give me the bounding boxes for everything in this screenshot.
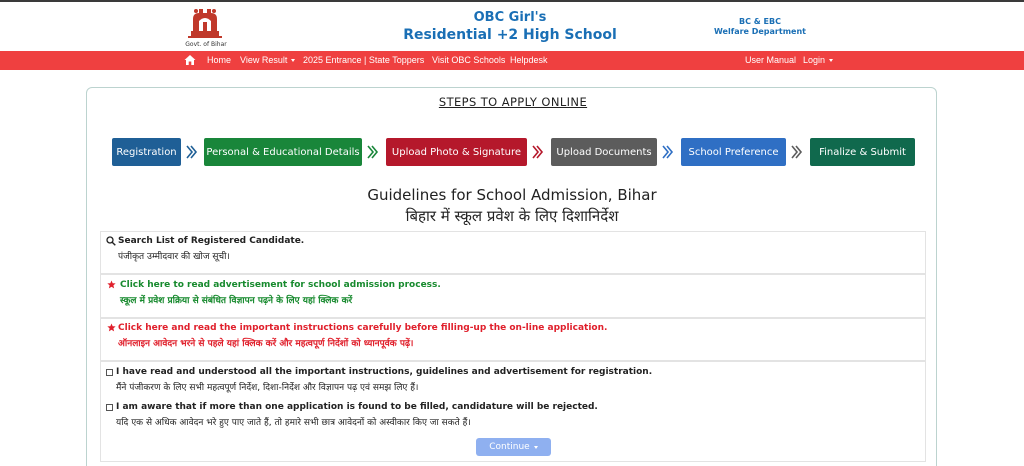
nav-view-result[interactable] (240, 55, 295, 65)
search-registered-link[interactable]: Search List of Registered Candidate. (118, 236, 305, 246)
nav-helpdesk[interactable]: Helpdesk (510, 55, 548, 65)
bihar-emblem-icon (185, 5, 225, 39)
step-upload-photo[interactable]: Upload Photo & Signature (386, 138, 527, 166)
site-header (0, 2, 1024, 51)
nav-view-result-label: View Result (240, 55, 288, 65)
guidelines-title-en: Guidelines for School Admission, Bihar (367, 186, 657, 204)
star-icon (107, 280, 116, 289)
chevron-right-icon (186, 145, 198, 159)
department-line2: Welfare Department (714, 27, 806, 36)
instructions-link-hi[interactable]: ऑनलाइन आवेदन भरने से पहले यहां क्लिक करें और महत्वपूर्ण निर्देशों को ध्यानपूर्वक पढ़ें। (118, 339, 414, 349)
chevron-down-icon (291, 59, 295, 62)
nav-home[interactable]: Home (207, 55, 232, 65)
step-finalize-submit[interactable]: Finalize & Submit (810, 138, 915, 166)
chevron-right-icon (662, 145, 674, 159)
nav-entrance-toppers[interactable]: 2025 Entrance | State Toppers (303, 55, 425, 65)
department-line1: BC & EBC (739, 17, 781, 26)
step-registration[interactable]: Registration (112, 138, 181, 166)
site-title-line2: Residential +2 High School (403, 27, 617, 43)
site-title-line1: OBC Girl's (473, 10, 547, 25)
continue-button[interactable] (476, 438, 551, 456)
nav-login[interactable] (803, 55, 833, 65)
read-instructions-label: I have read and understood all the important instructions, guidelines and advertisement for registration. (116, 367, 653, 377)
chevron-right-icon (532, 145, 544, 159)
chevron-down-icon (829, 59, 833, 62)
read-instructions-checkbox[interactable] (106, 369, 113, 376)
nav-visit-schools[interactable]: Visit OBC Schools (432, 55, 506, 65)
advertisement-link-hi[interactable]: स्कूल में प्रवेश प्रक्रिया से संबंधित विज्ञापन पढ़ने के लिए यहां क्लिक करें (120, 296, 353, 306)
main-navbar (0, 51, 1024, 70)
advertisement-link[interactable]: Click here to read advertisement for school admission process. (120, 280, 441, 290)
steps-title: STEPS TO APPLY ONLINE (438, 95, 588, 109)
site-title (400, 10, 620, 44)
chevron-right-icon (367, 145, 379, 159)
star-icon (107, 323, 116, 332)
search-registered-hi: पंजीकृत उम्मीदवार की खोज सूची। (118, 252, 230, 262)
instructions-link[interactable]: Click here and read the important instructions carefully before filling-up the on-line application. (118, 323, 608, 333)
search-icon (106, 236, 116, 246)
continue-button-label: Continue (489, 442, 530, 452)
step-school-preference[interactable]: School Preference (681, 138, 786, 166)
aware-rejection-label-hi: यदि एक से अधिक आवेदन भरे हुए पाए जाते हैं, तो हमारे सभी छात्र आवेदनों को अस्वीकार किए जा सकते हैं। (116, 418, 471, 428)
aware-rejection-label: I am aware that if more than one application is found to be filled, candidature will be rejected. (116, 402, 598, 412)
department-name (708, 17, 812, 37)
chevron-right-icon (791, 145, 803, 159)
emblem-caption: Govt. of Bihar (185, 41, 227, 48)
guidelines-title-hi: बिहार में स्कूल प्रवेश के लिए दिशानिर्देश (405, 207, 619, 225)
nav-user-manual[interactable]: User Manual (745, 55, 797, 65)
read-instructions-label-hi: मैंने पंजीकरण के लिए सभी महत्वपूर्ण निर्देश, दिशा-निर्देश और विज्ञापन पढ़ एवं समझ लिए हैं। (116, 383, 419, 393)
aware-rejection-checkbox[interactable] (106, 404, 113, 411)
chevron-down-icon (534, 446, 538, 449)
home-icon[interactable] (184, 54, 196, 66)
step-upload-documents[interactable]: Upload Documents (551, 138, 657, 166)
step-personal-details[interactable]: Personal & Educational Details (204, 138, 362, 166)
nav-login-label: Login (803, 55, 826, 65)
